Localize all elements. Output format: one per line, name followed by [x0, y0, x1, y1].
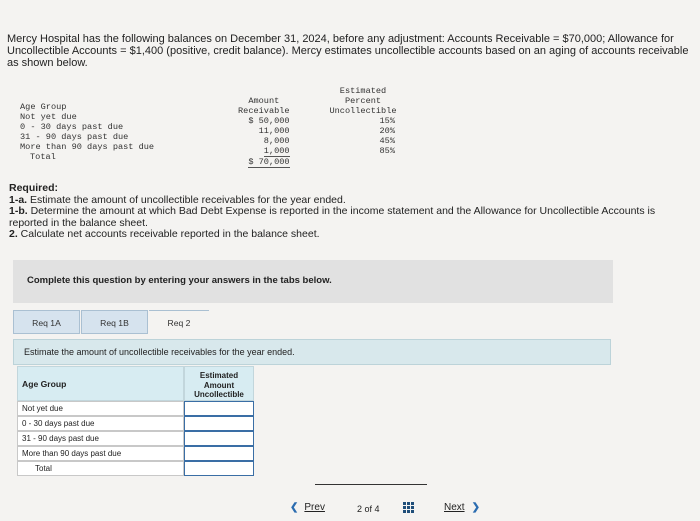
answer-header-line-3: Uncollectible	[194, 390, 244, 399]
aging-group-row: 31 - 90 days past due	[20, 132, 129, 142]
answer-row-label: More than 90 days past due	[17, 446, 184, 461]
aging-pct-header-3: Uncollectible	[329, 106, 397, 116]
required-text-1b: Determine the amount at which Bad Debt Expense is reported in the income statement and the Allowance for Uncollectible Accounts is reported in the balance sheet.	[9, 205, 656, 229]
answer-input-over-90[interactable]	[184, 446, 254, 461]
aging-pct-row: 45%	[379, 136, 395, 146]
required-tag-1a: 1-a.	[9, 193, 28, 206]
tab-req-1b[interactable]: Req 1B	[81, 310, 148, 334]
required-tag-2: 2.	[9, 228, 18, 240]
aging-group-column	[20, 102, 154, 162]
aging-pct-header-1: Estimated	[339, 86, 387, 96]
aging-schedule	[20, 86, 420, 176]
complete-instructions-box	[13, 260, 613, 303]
required-text-1a: Estimate the amount of uncollectible receivables for the year ended.	[27, 193, 346, 206]
answer-row-label: 31 - 90 days past due	[17, 431, 184, 446]
prev-button[interactable]	[290, 502, 325, 513]
required-tag-1b: 1-b.	[9, 205, 28, 217]
answer-header-line-2: Amount	[203, 380, 235, 390]
aging-group-row: Not yet due	[20, 112, 77, 122]
divider-line	[315, 484, 427, 485]
aging-amount-column	[238, 96, 290, 168]
page-indicator: 2 of 4	[357, 504, 380, 514]
aging-pct-header-2: Percent	[344, 96, 382, 106]
required-text-2: Calculate net accounts receivable reported in the balance sheet.	[17, 228, 320, 240]
required-section	[9, 183, 689, 241]
answer-header-age-group	[17, 366, 184, 401]
aging-total-label: Total	[30, 152, 56, 162]
chevron-left-icon: ❮	[290, 502, 299, 513]
complete-instructions-text: Complete this question by entering your answers in the tabs below.	[27, 275, 332, 286]
aging-group-header: Age Group	[20, 102, 67, 112]
next-button[interactable]	[444, 502, 480, 513]
answer-input-0-30[interactable]	[184, 416, 254, 431]
answer-row-label-total: Total	[17, 461, 184, 476]
aging-amount-row: 8,000	[263, 136, 290, 146]
aging-total-amount: $ 70,000	[248, 157, 290, 167]
answer-input-31-90[interactable]	[184, 431, 254, 446]
required-item-2	[9, 229, 689, 241]
aging-pct-row: 20%	[379, 126, 395, 136]
aging-amount-header-1: Amount	[248, 96, 280, 106]
required-heading: Required:	[9, 182, 59, 194]
answer-header-line-1: Estimated	[199, 371, 239, 380]
aging-pct-row: 15%	[379, 116, 395, 126]
aging-percent-column	[323, 86, 403, 156]
tab-instruction-bar	[13, 339, 611, 365]
aging-amount-row: 1,000	[263, 146, 290, 156]
tab-instruction-text: Estimate the amount of uncollectible receivables for the year ended.	[24, 347, 295, 357]
prev-label: Prev	[304, 502, 325, 513]
required-item-1b	[9, 206, 689, 229]
aging-amount-header-2: Receivable	[238, 106, 290, 116]
tab-req-1a[interactable]: Req 1A	[13, 310, 80, 334]
aging-group-row: 0 - 30 days past due	[20, 122, 124, 132]
next-label: Next	[444, 502, 465, 513]
answer-row-label: Not yet due	[17, 401, 184, 416]
aging-group-row: More than 90 days past due	[20, 142, 155, 152]
answer-row-label: 0 - 30 days past due	[17, 416, 184, 431]
answer-header-estimated	[184, 366, 254, 401]
answer-input-not-yet-due[interactable]	[184, 401, 254, 416]
aging-amount-row: $ 50,000	[248, 116, 290, 126]
chevron-right-icon: ❯	[471, 502, 480, 513]
tab-req-2[interactable]: Req 2	[149, 310, 209, 334]
aging-amount-row: 11,000	[258, 126, 290, 136]
grid-icon[interactable]	[403, 502, 414, 513]
answer-input-total[interactable]	[184, 461, 254, 476]
aging-pct-row: 85%	[379, 146, 395, 156]
problem-intro: Mercy Hospital has the following balances on December 31, 2024, before any adjustment: Accounts Receivable = $70,000; Allowance for Uncollectible Accounts = $1,400 (positive, credit balance). Mercy estimates uncollectible accounts based on an aging of accounts receivable as shown below.	[7, 33, 689, 69]
answer-header-age-group-label: Age Group	[22, 379, 67, 389]
